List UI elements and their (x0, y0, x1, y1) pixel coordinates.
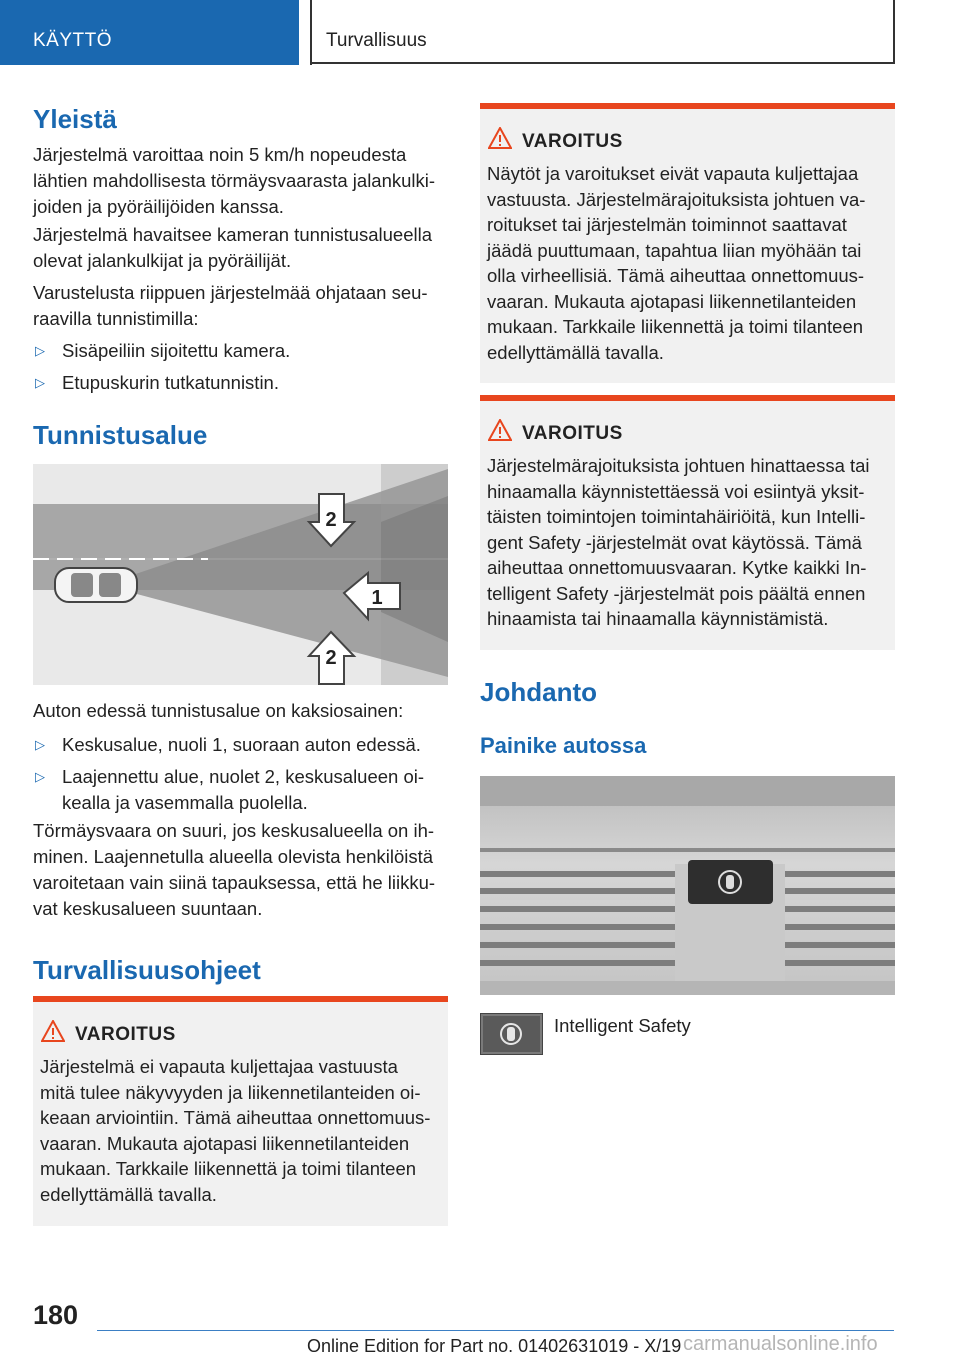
page-number: 180 (33, 1300, 79, 1330)
list-item: ▷ Keskusalue, nuoli 1, suoraan auton edessä. (33, 732, 421, 758)
list-item: ▷ Etupuskurin tutkatunnistin. (33, 370, 279, 396)
list-item: ▷ Sisäpeiliin sijoitettu kamera. (33, 338, 290, 364)
figure-label: 1 (371, 587, 383, 609)
heading-tunnistusalue: Tunnistusalue (33, 420, 208, 450)
paragraph-detection: Järjestelmä havaitsee kameran tunnistusalueella olevat jalankulkijat ja pyöräilijät. (33, 224, 432, 271)
warning-label: VAROITUS (522, 423, 623, 444)
bullet-triangle-icon: ▷ (35, 375, 45, 390)
list-item: ▷ Laajennettu alue, nuolet 2, keskusalueen oi- kealla ja vasemmalla puolella. (35, 766, 425, 813)
button-label: Intelligent Safety (554, 1015, 691, 1036)
paragraph-area: Auton edessä tunnistusalue on kaksiosainen: (33, 700, 404, 721)
warning-text: Järjestelmärajoituksista johtuen hinattaessa tai hinaamalla käynnistettäessä voi esiintyä yksit- täisten toimintojen toimintahäiriöitä, kun Intelli- gent Safety -järjestelmät ovat käytössä. Tämä aiheuttaa onnettomuusvaaran. Kytke kaikki In- telligent Safety -järjestelmät pois päältä ennen hinaamista tai hinaamalla käynnistämistä. (487, 455, 870, 629)
intelligent-safety-button-icon (480, 1013, 543, 1055)
warning-text: Järjestelmä ei vapauta kuljettajaa vastuusta mitä tulee näkyvyyden ja liikennetilanteiden oi- keaan arviointiin. Tämä aiheuttaa onnettomuus- vaaran. Mukauta ajotapasi liikennetilanteiden mukaan. Tarkkaile liikennettä ja toimi tilanteen edellyttämällä tavalla. (40, 1056, 431, 1205)
figure-label: 2 (325, 647, 337, 669)
warning-triangle-icon (41, 1020, 65, 1042)
paragraph-risk: Törmäysvaara on suuri, jos keskusalueella on ih- minen. Laajennetulla alueella olevista henkilöistä varoitetaan vain siinä tapauksessa, että he liikku- vat keskusalueen suuntaan. (33, 820, 436, 919)
chapter-title: Turvallisuus (326, 30, 427, 51)
heading-yleista: Yleistä (33, 104, 117, 134)
footer-divider (97, 1330, 894, 1331)
chapter-header (311, 0, 895, 64)
bullet-triangle-icon: ▷ (35, 769, 45, 784)
warning-box (33, 996, 448, 1226)
warning-triangle-icon (488, 127, 512, 149)
subheading-painike: Painike autossa (480, 733, 647, 758)
warning-label: VAROITUS (522, 131, 623, 152)
section-label: KÄYTTÖ (33, 30, 113, 51)
car-icon (55, 568, 137, 602)
detection-area-figure (33, 464, 448, 685)
dashboard-photo (480, 776, 895, 995)
watermark: carmanualsonline.info (683, 1333, 878, 1355)
warning-box (480, 395, 895, 650)
warning-text: Näytöt ja varoitukset eivät vapauta kuljettajaa vastuusta. Järjestelmärajoituksista johtuen va- roitukset tai järjestelmän toiminnot saattavat jäädä puuttumaan, tapahtua liian myöhään tai olla virheellisiä. Tämä aiheuttaa onnettomuus- vaaran. Mukauta ajotapasi liikennetilanteiden mukaan. Tarkkaile liikennettä ja toimi tilanteen edellyttämällä tavalla. (487, 163, 866, 363)
heading-turvallisuusohjeet: Turvallisuusohjeet (33, 955, 261, 985)
paragraph-intro: Järjestelmä varoittaa noin 5 km/h nopeudesta lähtien mahdollisesta törmäysvaarasta jalankulki- joiden ja pyöräilijöiden kanssa. (33, 144, 436, 217)
section-tab (0, 0, 299, 65)
bullet-triangle-icon: ▷ (35, 737, 45, 752)
warning-label: VAROITUS (75, 1024, 176, 1045)
warning-triangle-icon (488, 419, 512, 441)
heading-johdanto: Johdanto (480, 677, 597, 707)
warning-box (480, 103, 895, 383)
figure-label: 2 (325, 509, 337, 531)
paragraph-sensors: Varustelusta riippuen järjestelmää ohjataan seu- raavilla tunnistimilla: (33, 282, 428, 329)
edition-text: Online Edition for Part no. 01402631019 - X/19 (307, 1336, 682, 1356)
bullet-triangle-icon: ▷ (35, 343, 45, 358)
